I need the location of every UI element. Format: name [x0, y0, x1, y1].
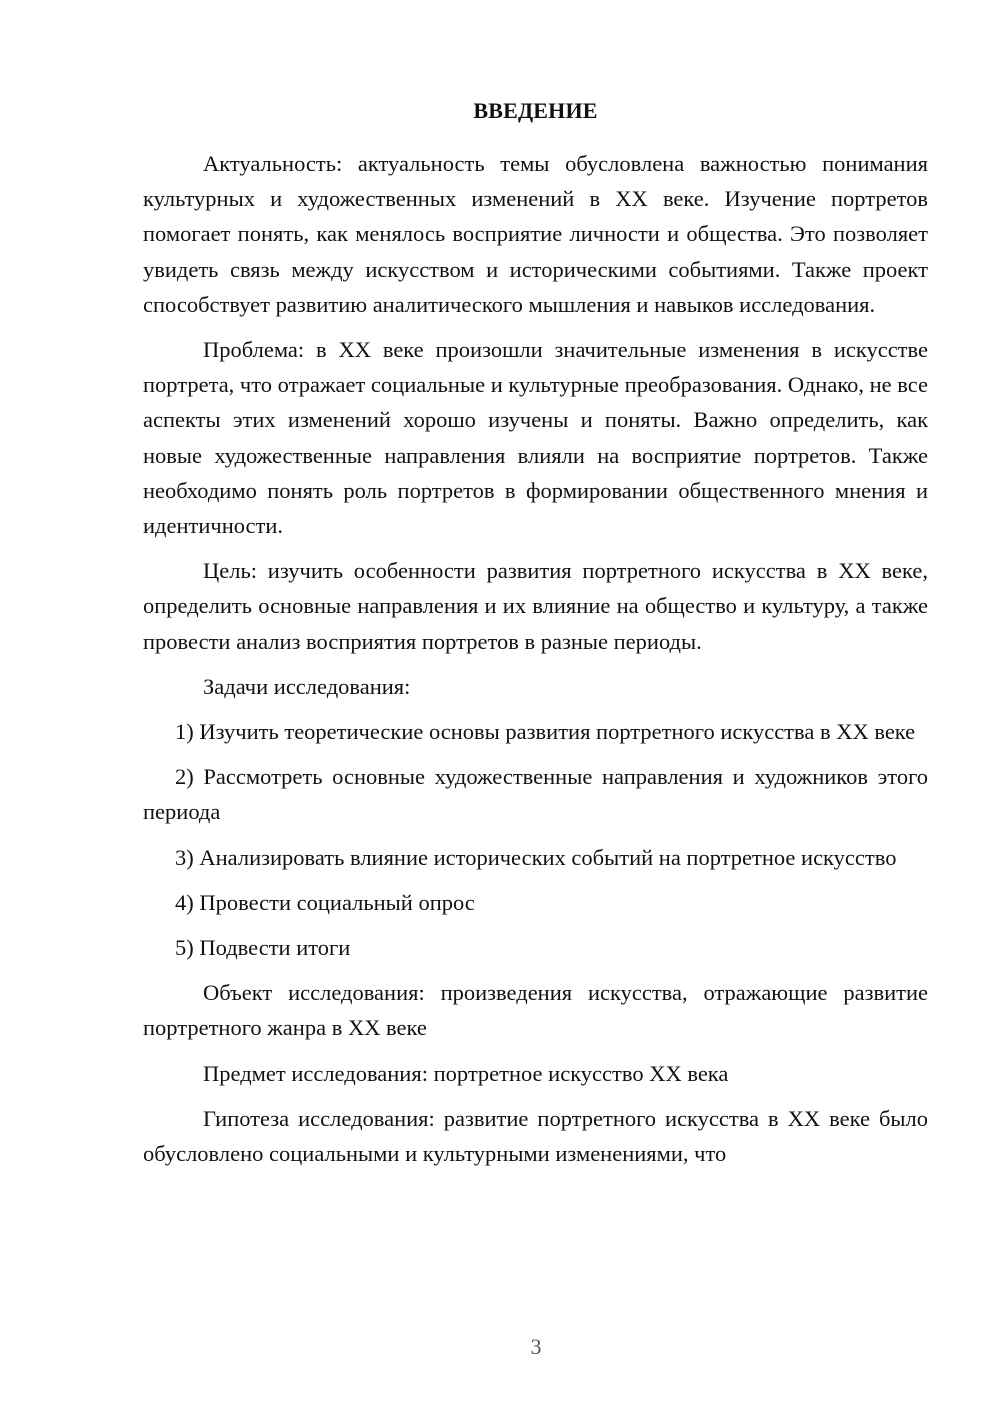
relevance-paragraph: Актуальность: актуальность темы обусловлена важностью понимания культурных и художественных изменений в XX веке. Изучение портретов помогает понять, как менялось восприятие личности и общества. Это позволяет увидеть связь между искусством и историческими событиями. Также проект способствует развитию аналитического мышления и навыков исследования. [143, 151, 928, 317]
goal-paragraph: Цель: изучить особенности развития портретного искусства в XX веке, определить основные направления и их влияние на общество и культуру, а также провести анализ восприятия портретов в разные периоды. [143, 558, 928, 654]
page-number: 3 [530, 1334, 542, 1359]
document-page [143, 96, 928, 1181]
tasks-heading: Задачи исследования: [203, 673, 411, 699]
task-item-5: 5) Подвести итоги [175, 935, 351, 961]
hypothesis-paragraph: Гипотеза исследования: развитие портретного искусства в XX веке было обусловлено социальными и культурными изменениями, что [143, 1105, 928, 1167]
problem-paragraph: Проблема: в XX веке произошли значительные изменения в искусстве портрета, что отражает социальные и культурные преобразования. Однако, не все аспекты этих изменений хорошо изучены и поняты. Важно определить, как новые художественные направления влияли на восприятие портретов. Также необходимо понять роль портретов в формировании общественного мнения и идентичности. [143, 337, 928, 539]
section-title: ВВЕДЕНИЕ [473, 98, 598, 123]
subject-paragraph: Предмет исследования: портретное искусство XX века [203, 1060, 729, 1086]
object-paragraph: Объект исследования: произведения искусства, отражающие развитие портретного жанра в XX веке [143, 980, 928, 1041]
task-item-2: 2) Рассмотреть основные художественные направления и художников этого периода [143, 764, 928, 825]
task-item-1: 1) Изучить теоретические основы развития портретного искусства в XX веке [175, 719, 916, 745]
task-item-3: 3) Анализировать влияние исторических событий на портретное искусство [175, 844, 897, 870]
task-item-4: 4) Провести социальный опрос [175, 889, 475, 915]
